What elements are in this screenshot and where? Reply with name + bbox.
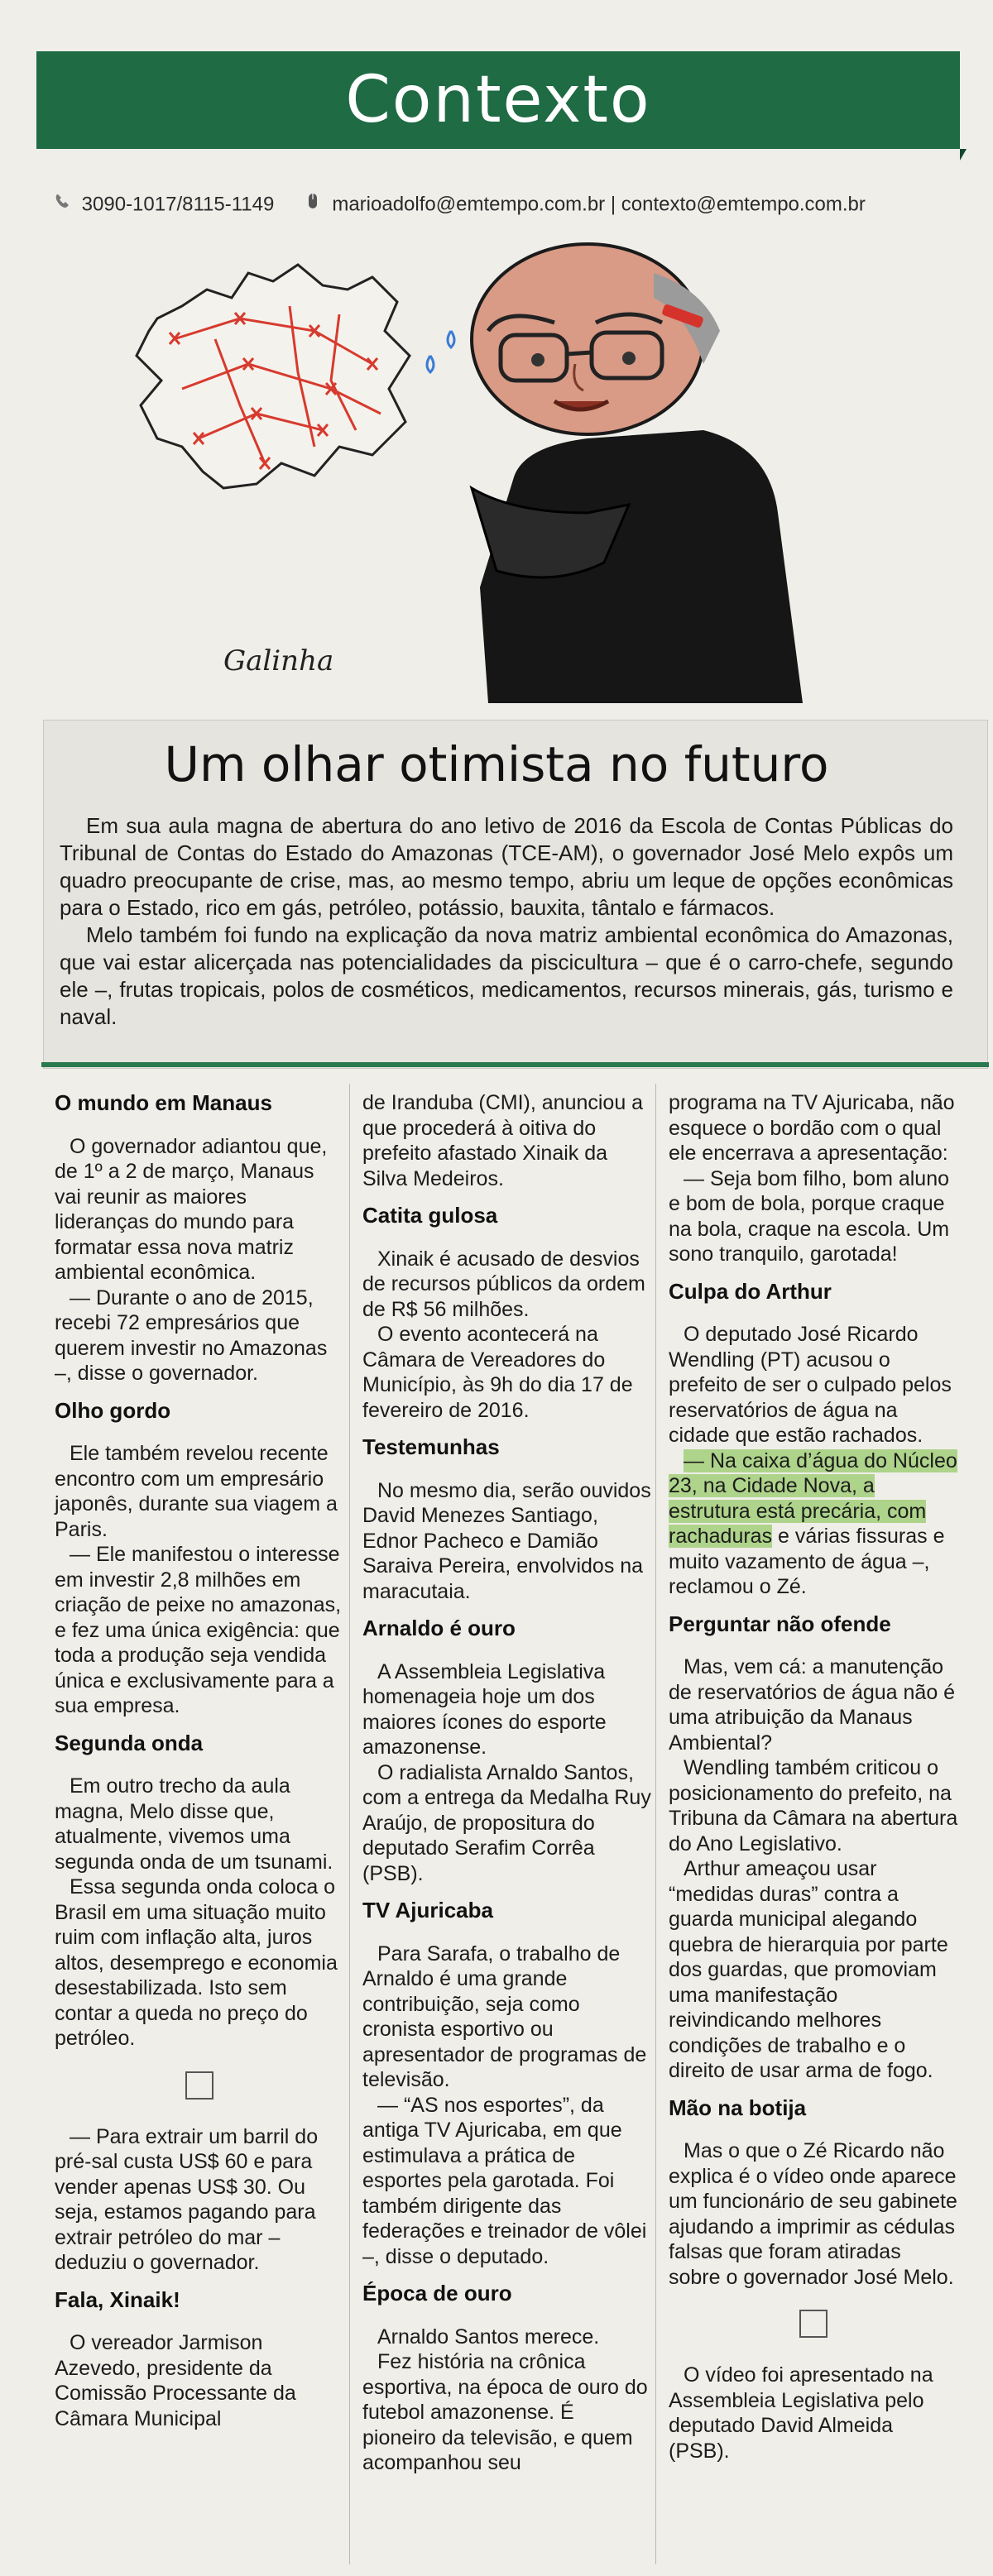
paragraph: Para Sarafa, o trabalho de Arnaldo é uma grande contribuição, seja como cronista esportivo ou apresentador de programas de televisão. xyxy=(362,1942,647,2091)
lead-paragraph: Em sua aula magna de abertura do ano letivo de 2016 da Escola de Contas Públicas do Tribunal de Contas do Estado do Amazonas (TCE-AM), o governador José Melo expôs um quadro preocupante de crise, mas, ao mesmo tempo, abriu um leque de opções econômicas para o Estado, rico em gás, petróleo, potássio, bauxita, tântalo e fármacos. xyxy=(60,813,953,920)
paragraph: A Assembleia Legislativa homenageia hoje um dos maiores ícones do esporte amazonense. xyxy=(362,1659,607,1759)
paragraph: O deputado José Ricardo Wendling (PT) acusou o prefeito de ser o culpado pelos reservatórios de água na cidade que estão rachados. xyxy=(669,1323,952,1447)
paragraph xyxy=(669,1448,958,1600)
column-3 xyxy=(669,1090,958,2463)
paragraph: Mas o que o Zé Ricardo não explica é o vídeo onde aparece um funcionário de seu gabinete ajudando a imprimir as cédulas falsas que foram atiradas sobre o governador José Melo. xyxy=(669,2139,957,2289)
subheading: Mão na botija xyxy=(669,2095,807,2120)
highlighted-text: — Na caixa d’água do Núcleo 23, na Cidade Nova, a estrutura está precária, com rachaduras xyxy=(669,1448,957,1548)
column-2 xyxy=(362,1090,652,2476)
paragraph: — Para extrair um barril do pré-sal custa US$ 60 e para vender apenas US$ 30. Ou seja, estamos pagando para extrair petróleo do mar – deduziu o governador. xyxy=(55,2124,319,2274)
cartoonist-signature: Galinha xyxy=(223,644,334,678)
column-divider xyxy=(349,1084,350,2564)
separator: | xyxy=(610,193,616,216)
mouse-icon xyxy=(304,192,322,210)
paragraph: Ele também revelou recente encontro com um empresário japonês, durante sua viagem a Paris. xyxy=(55,1442,338,1541)
lead-paragraph: Melo também foi fundo na explicação da nova matriz ambiental econômica do Amazonas, que vai estar alicerçada nas potencialidades da piscicultura – que é o carro-chefe, segundo ele –, frutas tropicais, polos de cosméticos, medicamentos, recursos minerais, gás, turismo e naval. xyxy=(60,922,953,1029)
paragraph: — “AS nos esportes”, da antiga TV Ajuricaba, em que estimulava a prática de esportes pela garotada. Foi também dirigente das federações e treinador de vôlei –, disse o deputado. xyxy=(362,2093,647,2268)
column-divider xyxy=(655,1084,656,2564)
separator-box-icon xyxy=(799,2310,828,2338)
paragraph: No mesmo dia, serão ouvidos David Menezes Santiago, Ednor Pacheco e Damião Saraiva Pereira, envolvidos na maracutaia. xyxy=(362,1478,651,1603)
paragraph: — Seja bom filho, bom aluno e bom de bola, porque craque na bola, craque na escola. Um sono tranquilo, garotada! xyxy=(669,1166,950,1266)
subheading: Testemunhas xyxy=(362,1434,500,1459)
paragraph: — Durante o ano de 2015, recebi 72 empresários que querem investir no Amazonas –, disse o governador. xyxy=(55,1286,328,1385)
separator-box-icon xyxy=(185,2071,213,2100)
email-link-2[interactable]: contexto@emtempo.com.br xyxy=(621,193,866,216)
subheading: O mundo em Manaus xyxy=(55,1090,272,1115)
paragraph: O governador adiantou que, de 1º a 2 de março, Manaus vai reunir as maiores lideranças do mundo para formatar essa nova matriz ambiental econômica. xyxy=(55,1134,328,1284)
subheading: Perguntar não ofende xyxy=(669,1611,891,1636)
paragraph: O vídeo foi apresentado na Assembleia Legislativa pelo deputado David Almeida (PSB). xyxy=(669,2363,933,2463)
contact-line xyxy=(53,192,922,222)
headline: Um olhar otimista no futuro xyxy=(164,736,829,792)
paragraph-tail: e várias fissuras e muito vazamento de água –, reclamou o Zé. xyxy=(669,1525,945,1598)
paragraph: Em outro trecho da aula magna, Melo disse que, atualmente, vivemos uma segunda onda de um tsunami. xyxy=(55,1774,333,1874)
section-title: Contexto xyxy=(345,63,651,137)
lead-text xyxy=(60,812,953,1031)
paragraph: O evento acontecerá na Câmara de Vereadores do Município, às 9h do dia 17 de fevereiro de 2016. xyxy=(362,1323,633,1422)
phone-icon xyxy=(53,192,71,210)
section-banner xyxy=(36,51,960,149)
subheading: Fala, Xinaik! xyxy=(55,2286,180,2312)
paragraph: O vereador Jarmison Azevedo, presidente da Comissão Processante da Câmara Municipal xyxy=(55,2331,296,2430)
paragraph: Essa segunda onda coloca o Brasil em uma situação muito ruim com inflação alta, juros altos, desemprego e economia desestabilizada. Isto sem contar a queda no preço do petróleo. xyxy=(55,1875,338,2050)
email-link-1[interactable]: marioadolfo@emtempo.com.br xyxy=(332,193,606,216)
paragraph: Arnaldo Santos merece. xyxy=(377,2325,600,2349)
paragraph: Xinaik é acusado de desvios de recursos públicos da ordem de R$ 56 milhões. xyxy=(362,1247,645,1321)
amazonas-map-icon xyxy=(137,265,410,488)
paragraph: Arthur ameaçou usar “medidas duras” contra a guarda municipal alegando quebra de hierarquia por parte dos guardas, que promoviam uma manifestação reivindicando melhores condições de trabalho e o direito de usar arma de fogo. xyxy=(669,1857,948,2082)
paragraph: programa na TV Ajuricaba, não esquece o bordão com o qual ele encerrava a apresentação: xyxy=(669,1091,955,1165)
phone-number: 3090-1017/8115-1149 xyxy=(81,193,275,216)
paragraph: Wendling também criticou o posicionamento do prefeito, na Tribuna da Câmara na abertura do Ano Legislativo. xyxy=(669,1756,958,1855)
editorial-cartoon xyxy=(124,240,885,711)
paragraph: Mas, vem cá: a manutenção de reservatórios de água não é uma atribuição da Manaus Ambiental? xyxy=(669,1655,956,1755)
governor-caricature xyxy=(472,244,803,703)
subheading: TV Ajuricaba xyxy=(362,1898,493,1922)
paragraph: Fez história na crônica esportiva, na época de ouro do futebol amazonense. É pioneiro da televisão, e quem acompanhou seu xyxy=(362,2350,648,2474)
section-divider xyxy=(41,1062,989,1067)
subheading: Arnaldo é ouro xyxy=(362,1616,516,1640)
subheading: Culpa do Arthur xyxy=(669,1278,832,1304)
paragraph: O radialista Arnaldo Santos, com a entrega da Medalha Ruy Araújo, de propositura do deputado Serafim Corrêa (PSB). xyxy=(362,1760,651,1885)
paragraph: de Iranduba (CMI), anunciou a que procederá à oitiva do prefeito afastado Xinaik da Silva Medeiros. xyxy=(362,1091,644,1190)
subheading: Segunda onda xyxy=(55,1730,204,1755)
paragraph: — Ele manifestou o interesse em investir 2,8 milhões em criação de peixe no amazonas, e fez uma única exigência: que toda a produção seja vendida única e exclusivamente para a sua empresa. xyxy=(55,1543,342,1717)
column-1 xyxy=(55,1090,344,2431)
subheading: Catita gulosa xyxy=(362,1203,498,1228)
subheading: Época de ouro xyxy=(362,2281,512,2305)
subheading: Olho gordo xyxy=(55,1397,171,1423)
